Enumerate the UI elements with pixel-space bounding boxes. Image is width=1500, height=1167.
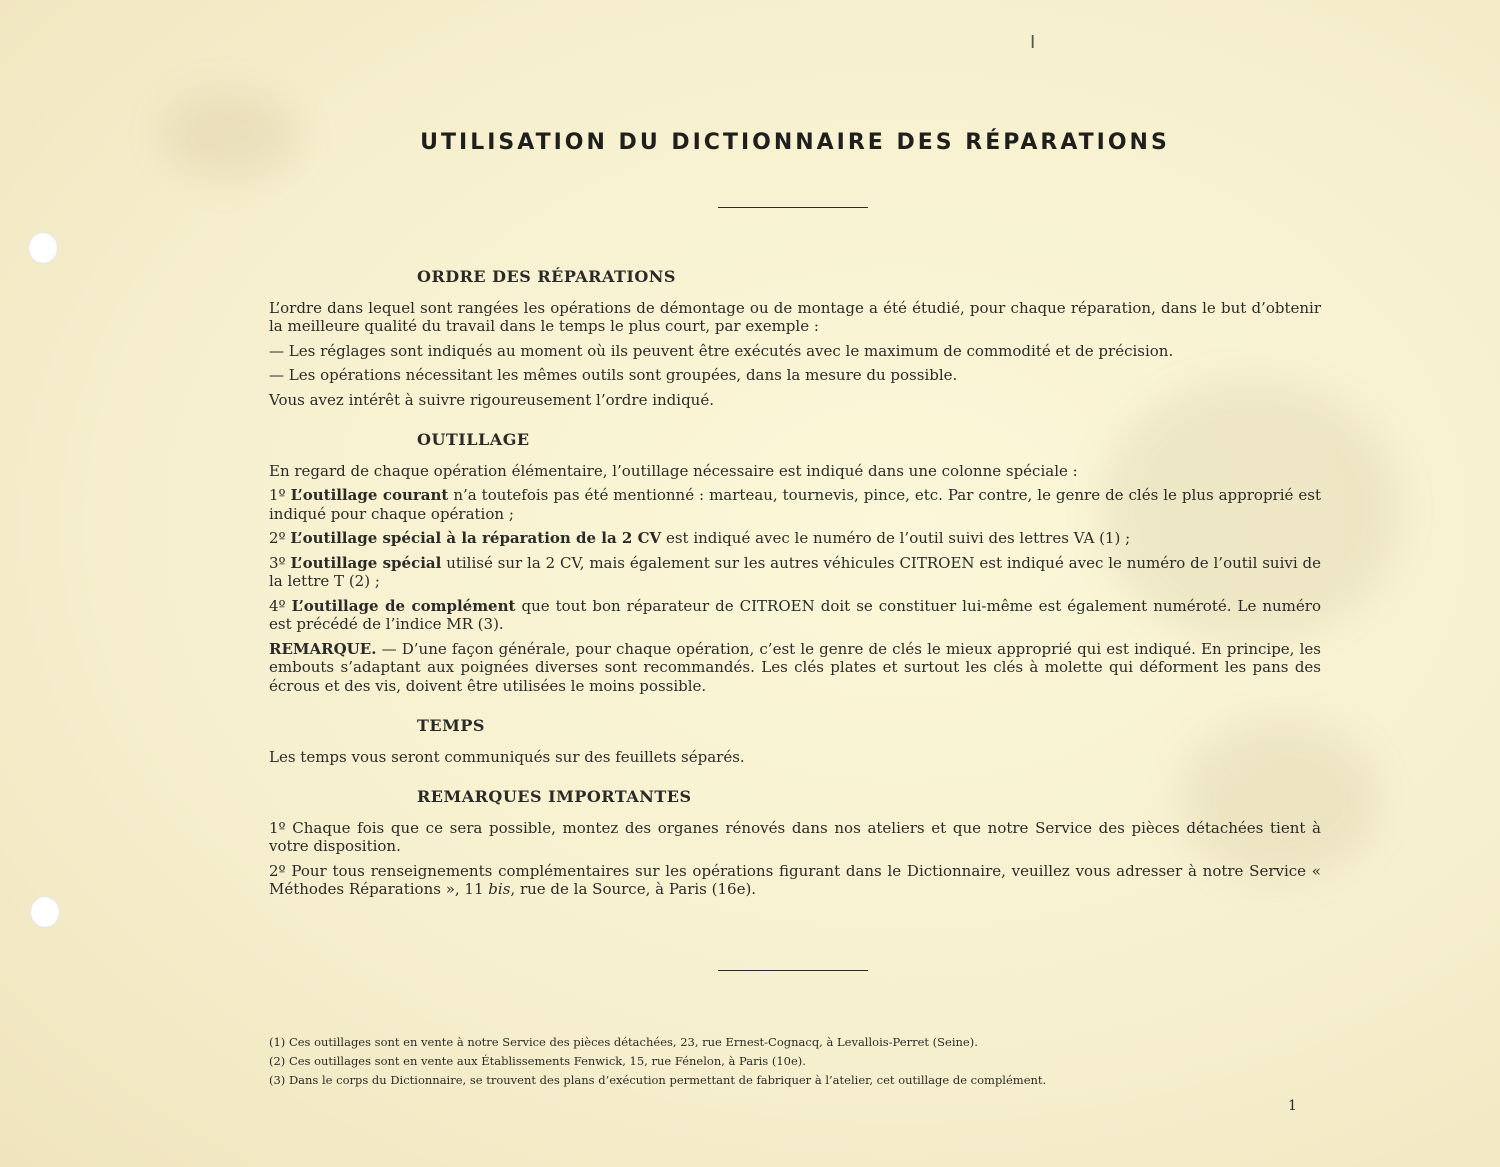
item-bold: L’outillage courant — [290, 486, 449, 504]
item-bold: L’outillage spécial — [290, 553, 442, 572]
paragraph: Les temps vous seront communiqués sur des feuillets séparés. — [269, 747, 745, 766]
remarque-text: — D’une façon générale, pour chaque opération, c’est le genre de clés le mieux approprié qui est indiqué. En principe, les embouts s’adaptant aux poignées diverses sont recommandés. Les clés plates et surtout les clés à molette qui déforment les pans des écrous et des vis, doivent être utilisées le moins possible. — [269, 639, 1321, 695]
item-text: n’a toutefois pas été mentionné : marteau, tournevis, pince, etc. Par contre, le genre de clés le plus approprié est indiqué pour chaque opération ; — [269, 486, 1321, 523]
item-number: 4º — [269, 596, 286, 615]
paragraph: — Les opérations nécessitant les mêmes outils sont groupées, dans la mesure du possible. — [269, 366, 958, 384]
item-bold: L’outillage spécial à la réparation de la 2 CV — [290, 529, 662, 547]
main-content — [269, 268, 1321, 905]
item-text: que tout bon réparateur de CITROEN doit se constituer lui-même est également numéroté. Le numéro est précédé de l’indice MR (3). — [269, 596, 1321, 633]
paragraph: L’ordre dans lequel sont rangées les opérations de démontage ou de montage a été étudié, pour chaque réparation, dans le but d’obtenir la meilleure qualité du travail dans le temps le plus court, par exemple : — [269, 298, 1321, 335]
item-bold: L’outillage de complément — [291, 596, 516, 615]
binder-hole-icon — [30, 896, 60, 928]
heading-remarques: REMARQUES IMPORTANTES — [417, 787, 692, 806]
remark-text: , rue de la Source, à Paris (16e). — [510, 880, 757, 898]
page-title: UTILISATION DU DICTIONNAIRE DES RÉPARATIONS — [420, 130, 1170, 155]
item-number: 3º — [269, 553, 286, 572]
heading-temps: TEMPS — [417, 716, 485, 735]
remark-italic: bis — [488, 880, 511, 898]
item-text: utilisé sur la 2 CV, mais également sur les autres véhicules CITROEN est indiqué avec le numéro de l’outil suivi de la lettre T (2) ; — [269, 553, 1321, 590]
heading-outillage: OUTILLAGE — [417, 430, 530, 449]
footnotes — [269, 1033, 1269, 1090]
remarque-label: REMARQUE. — [269, 639, 377, 658]
footnote: (3) Dans le corps du Dictionnaire, se trouvent des plans d’exécution permettant de fabriquer à l’atelier, cet outillage de complément. — [269, 1073, 1047, 1087]
paragraph: Vous avez intérêt à suivre rigoureusement l’ordre indiqué. — [269, 390, 714, 409]
heading-ordre: ORDRE DES RÉPARATIONS — [417, 267, 676, 286]
list-item — [269, 529, 1321, 548]
binder-hole-icon — [28, 232, 58, 264]
page-number: 1 — [1288, 1098, 1297, 1114]
paragraph: En regard de chaque opération élémentaire, l’outillage nécessaire est indiqué dans une colonne spéciale : — [269, 461, 1078, 480]
paragraph — [269, 862, 1321, 899]
footnote: (1) Ces outillages sont en vente à notre Service des pièces détachées, 23, rue Ernest-Cognacq, à Levallois-Perret (Seine). — [269, 1035, 978, 1049]
item-number: 2º — [269, 529, 286, 547]
remarque-paragraph — [269, 640, 1321, 696]
list-item — [269, 554, 1321, 591]
item-number: 1º — [269, 486, 286, 504]
title-divider — [718, 207, 868, 208]
item-text: est indiqué avec le numéro de l’outil suivi des lettres VA (1) ; — [665, 529, 1131, 547]
ink-mark: ⵏ — [1030, 32, 1036, 53]
footnote: (2) Ces outillages sont en vente aux Établissements Fenwick, 15, rue Fénelon, à Paris (10e). — [269, 1054, 806, 1068]
list-item — [269, 597, 1321, 634]
list-item — [269, 486, 1321, 523]
remark-text: 2º Pour tous renseignements complémentaires sur les opérations figurant dans le Dictionnaire, veuillez vous adresser à notre Service « Méthodes Réparations », 11 — [269, 861, 1321, 898]
paragraph: 1º Chaque fois que ce sera possible, montez des organes rénovés dans nos ateliers et que notre Service des pièces détachées tient à votre disposition. — [269, 818, 1321, 855]
footer-divider — [718, 970, 868, 971]
paragraph: — Les réglages sont indiqués au moment où ils peuvent être exécutés avec le maximum de commodité et de précision. — [269, 341, 1174, 360]
